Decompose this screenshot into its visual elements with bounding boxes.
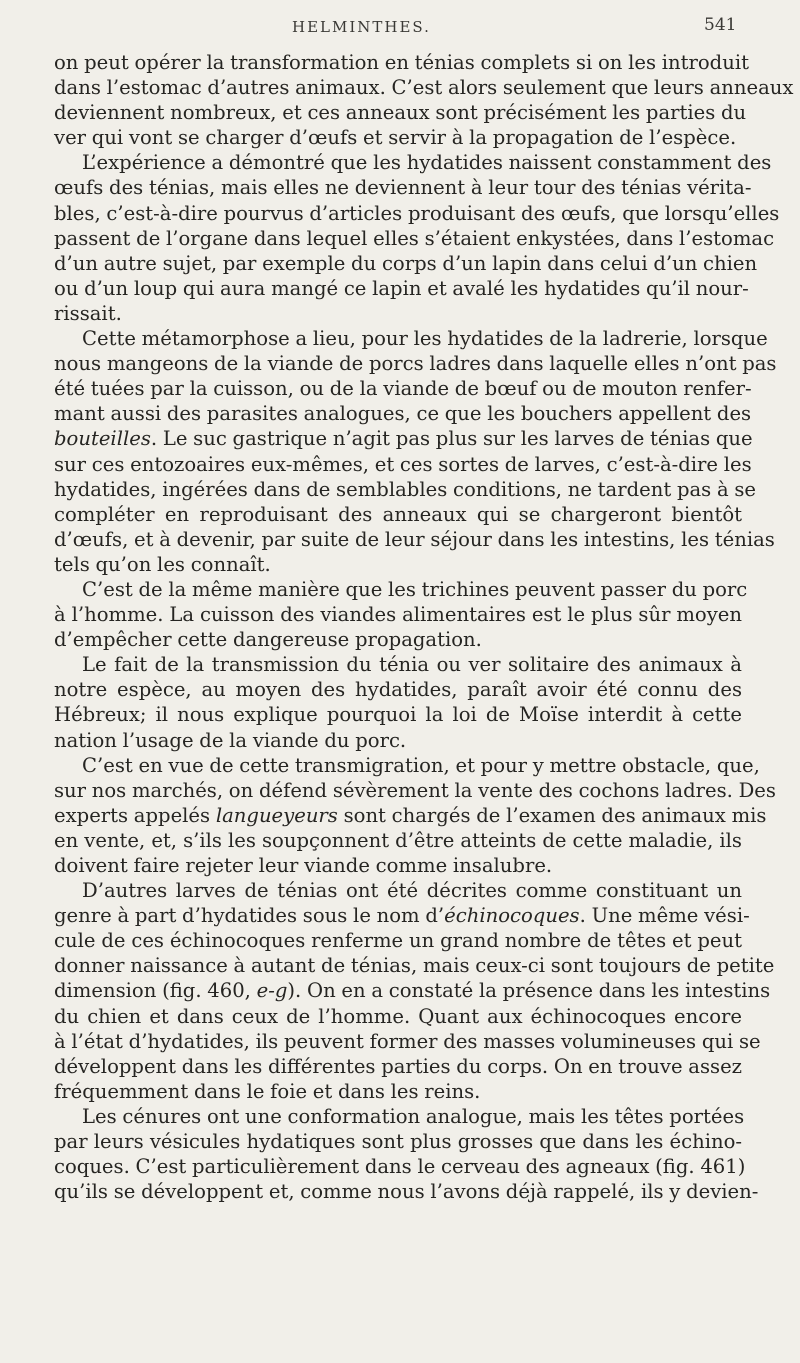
text-segment: . Le suc gastrique n’agit pas plus sur les larves de ténias que (150, 427, 753, 451)
text-line: à l’homme. La cuisson des viandes alimentaires est le plus sûr moyen (54, 603, 742, 627)
text-line: ou d’un loup qui aura mangé ce lapin et avalé les hydatides qu’il nour- (54, 276, 749, 300)
text-line: Cette métamorphose a lieu, pour les hydatides de la ladrerie, lorsque (82, 327, 768, 351)
text-line: Le fait de la transmission du ténia ou ver solitaire des animaux à (82, 653, 742, 677)
text-line: L’expérience a démontré que les hydatides naissent constamment des (82, 151, 772, 175)
running-header (0, 12, 800, 42)
text-line: C’est de la même manière que les trichines peuvent passer du porc (82, 577, 748, 601)
text-line: été tuées par la cuisson, ou de la viande de bœuf ou de mouton renfer- (54, 377, 752, 401)
text-line (54, 803, 767, 828)
text-line: doivent faire rejeter leur viande comme insalubre. (54, 854, 553, 877)
text-line: on peut opérer la transformation en ténias complets si on les introduit (54, 51, 749, 74)
text-segment: experts appelés (54, 803, 216, 827)
text-line (54, 426, 753, 451)
text-line: sur ces entozoaires eux-mêmes, et ces sortes de larves, c’est-à-dire les (54, 452, 752, 476)
text-line: nous mangeons de la viande de porcs ladres dans laquelle elles n’ont pas (54, 352, 777, 376)
text-segment: . Une même vési- (579, 904, 750, 928)
text-line: d’un autre sujet, par exemple du corps d’un lapin dans celui d’un chien (54, 251, 758, 275)
text-line: compléter en reproduisant des anneaux qui se chargeront bientôt (54, 502, 742, 526)
text-line: ver qui vont se charger d’œufs et servir à la propagation de l’espèce. (54, 126, 737, 150)
italic-term: échinocoques (444, 904, 580, 928)
text-line: notre espèce, au moyen des hydatides, paraît avoir été connu des (54, 678, 742, 702)
text-line: C’est en vue de cette transmigration, et pour y mettre obstacle, que, (82, 753, 760, 777)
text-line: D’autres larves de ténias ont été décrites comme constituant un (82, 879, 742, 903)
text-line: œufs des ténias, mais elles ne deviennent à leur tour des ténias vérita- (54, 176, 752, 200)
text-segment: genre à part d’hydatides sous le nom d’ (54, 904, 445, 928)
text-line: bles, c’est-à-dire pourvus d’articles produisant des œufs, que lorsqu’elles (54, 201, 780, 225)
header-title: HELMINTHES. (292, 18, 431, 36)
text-segment: dimension (fig. 460, (54, 979, 257, 1003)
text-line: Hébreux; il nous explique pourquoi la loi de Moïse interdit à cette (54, 703, 742, 727)
text-line: cule de ces échinocoques renferme un grand nombre de têtes et peut (54, 929, 742, 953)
text-line: à l’état d’hydatides, ils peuvent former des masses volumineuses qui se (54, 1029, 761, 1053)
text-line: nation l’usage de la viande du porc. (54, 728, 407, 752)
text-line: développent dans les différentes parties du corps. On en trouve assez (54, 1054, 743, 1078)
text-line: par leurs vésicules hydatiques sont plus grosses que dans les échino- (54, 1130, 742, 1154)
text-line: hydatides, ingérées dans de semblables conditions, ne tardent pas à se (54, 477, 757, 501)
italic-term: e-g (256, 979, 288, 1003)
italic-term: langueyeurs (215, 803, 338, 827)
text-line: qu’ils se développent et, comme nous l’avons déjà rappelé, ils y devien- (54, 1180, 759, 1204)
text-line: coques. C’est particulièrement dans le cerveau des agneaux (fig. 461) (54, 1155, 746, 1179)
text-line: rissait. (54, 301, 122, 325)
text-line: sur nos marchés, on défend sévèrement la vente des cochons ladres. Des (54, 778, 776, 802)
text-line: d’empêcher cette dangereuse propagation. (54, 628, 482, 652)
text-line: passent de l’organe dans lequel elles s’étaient enkystées, dans l’estomac (54, 226, 775, 250)
text-line: d’œufs, et à devenir, par suite de leur séjour dans les intestins, les ténias (54, 527, 775, 551)
text-line: donner naissance à autant de ténias, mais ceux-ci sont toujours de petite (54, 954, 775, 978)
text-segment: ). On en a constaté la présence dans les intestins (287, 979, 771, 1003)
text-line: fréquemment dans le foie et dans les reins. (54, 1079, 481, 1103)
italic-term: bouteilles (54, 427, 151, 451)
text-line: tels qu’on les connaît. (54, 552, 271, 576)
text-line: Les cénures ont une conformation analogue, mais les têtes portées (82, 1104, 745, 1128)
body-text (54, 50, 794, 1204)
text-line: dans l’estomac d’autres animaux. C’est alors seulement que leurs anneaux (54, 76, 794, 100)
text-line (54, 978, 771, 1003)
text-line: du chien et dans ceux de l’homme. Quant aux échinocoques encore (54, 1004, 742, 1028)
text-segment: sont chargés de l’examen des animaux mis (337, 803, 767, 827)
page-number: 541 (704, 15, 737, 35)
text-line: en vente, et, s’ils les soupçonnent d’être atteints de cette maladie, ils (54, 828, 742, 852)
text-line: deviennent nombreux, et ces anneaux sont précisément les parties du (54, 101, 747, 125)
text-line (54, 903, 750, 928)
text-line: mant aussi des parasites analogues, ce que les bouchers appellent des (54, 402, 752, 426)
